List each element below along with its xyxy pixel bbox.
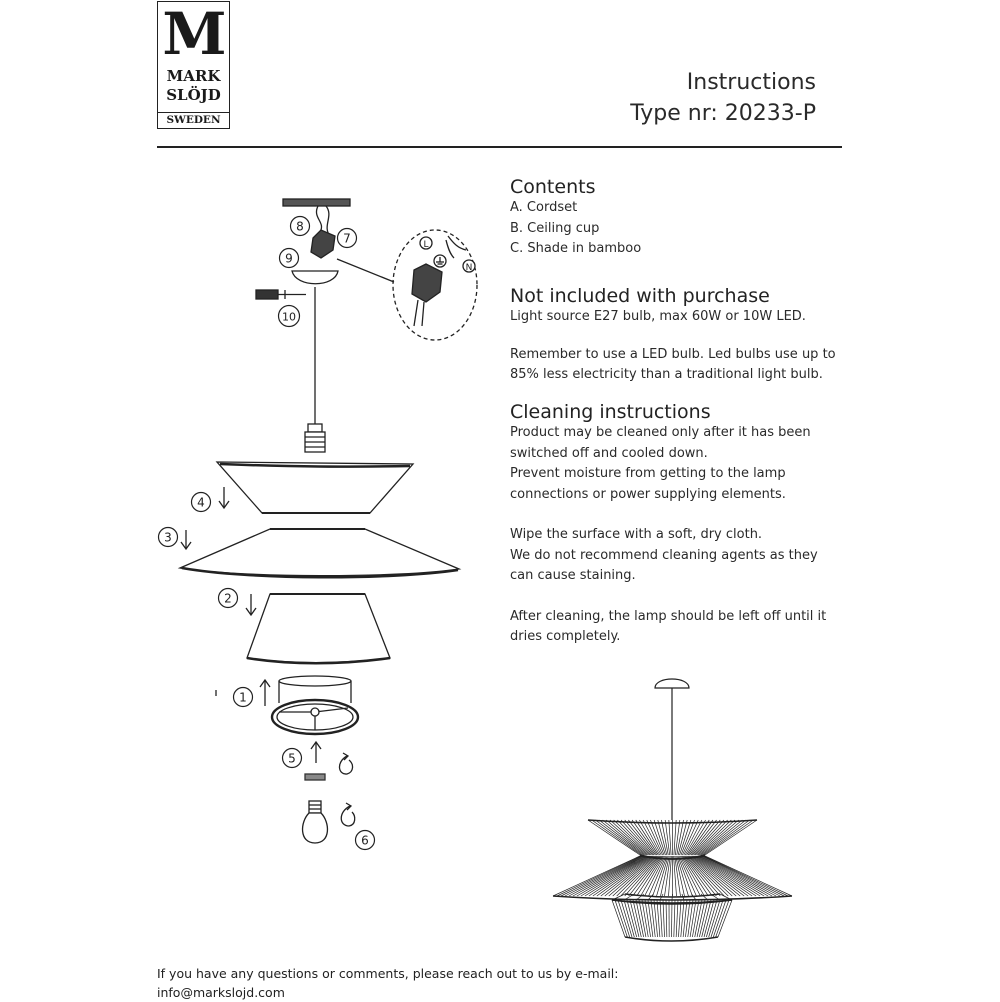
contents-item-cordset: A. Cordset — [510, 198, 850, 219]
terminal-block — [311, 206, 335, 258]
step-number: 1 — [239, 691, 247, 705]
cleaning-line: can cause staining. — [510, 566, 850, 587]
led-reminder-line: 85% less electricity than a traditional light bulb. — [510, 365, 850, 386]
shade-top-tier — [217, 462, 413, 513]
header-divider — [157, 146, 842, 148]
assembled-lamp-illustration — [545, 670, 800, 945]
ceiling-plate — [283, 199, 350, 206]
cleaning-line: dries completely. — [510, 627, 850, 648]
cleaning-line: connections or power supplying elements. — [510, 485, 850, 506]
step-number: 2 — [224, 592, 232, 606]
step-number: 7 — [343, 232, 351, 246]
logo-word-slojd: SLÖJD — [158, 87, 229, 104]
cleaning-line: Prevent moisture from getting to the lamp — [510, 464, 850, 485]
cleaning-section — [510, 401, 850, 648]
step-number: 3 — [164, 531, 172, 545]
brand-logo — [157, 1, 230, 129]
step-number: 5 — [288, 752, 296, 766]
cleaning-line: Wipe the surface with a soft, dry cloth. — [510, 525, 850, 546]
lamp-ceiling-cup — [655, 679, 689, 688]
shade-middle-tier — [180, 529, 459, 577]
logo-word-mark: MARK — [158, 68, 229, 85]
contents-section — [510, 176, 850, 260]
logo-word-sweden: SWEDEN — [158, 112, 229, 127]
contents-item-ceiling-cup: B. Ceiling cup — [510, 219, 850, 240]
wiring-detail — [393, 230, 477, 340]
step-number: 8 — [296, 220, 304, 234]
not-included-heading: Not included with purchase — [510, 285, 850, 307]
assembly-diagram — [150, 190, 490, 860]
zoom-leader-line — [337, 259, 394, 282]
screwdriver-icon — [256, 290, 306, 299]
not-included-section — [510, 285, 850, 386]
light-source-text: Light source E27 bulb, max 60W or 10W LED. — [510, 307, 850, 328]
step-number: 6 — [361, 834, 369, 848]
contents-heading: Contents — [510, 176, 850, 198]
step-number: 10 — [282, 311, 296, 324]
bamboo-shade — [553, 820, 792, 941]
footer-email-link[interactable]: info@markslojd.com — [157, 983, 619, 1002]
lamp-socket — [305, 424, 325, 452]
cleaning-line: switched off and cooled down. — [510, 444, 850, 465]
footer — [157, 964, 619, 1002]
ceiling-cup — [292, 271, 338, 296]
contents-item-shade: C. Shade in bamboo — [510, 239, 850, 260]
support-ring — [272, 676, 358, 734]
neutral-terminal-label: N — [466, 263, 473, 273]
cleaning-heading: Cleaning instructions — [510, 401, 850, 423]
cleaning-line: Product may be cleaned only after it has been — [510, 423, 850, 444]
step-number: 4 — [197, 496, 205, 510]
ring-nut — [305, 774, 325, 780]
document-title: Instructions — [687, 70, 816, 95]
step-number: 9 — [285, 252, 293, 266]
led-reminder-line: Remember to use a LED bulb. Led bulbs use up to — [510, 345, 850, 366]
cleaning-line: After cleaning, the lamp should be left off until it — [510, 607, 850, 628]
light-bulb-icon — [303, 801, 328, 843]
shade-bottom-tier — [247, 594, 390, 663]
footer-contact-text: If you have any questions or comments, please reach out to us by e-mail: — [157, 964, 619, 983]
cleaning-line: We do not recommend cleaning agents as they — [510, 546, 850, 567]
type-number: Type nr: 20233-P — [630, 101, 816, 126]
logo-monogram: M — [158, 4, 229, 64]
live-terminal-label: L — [423, 240, 428, 250]
